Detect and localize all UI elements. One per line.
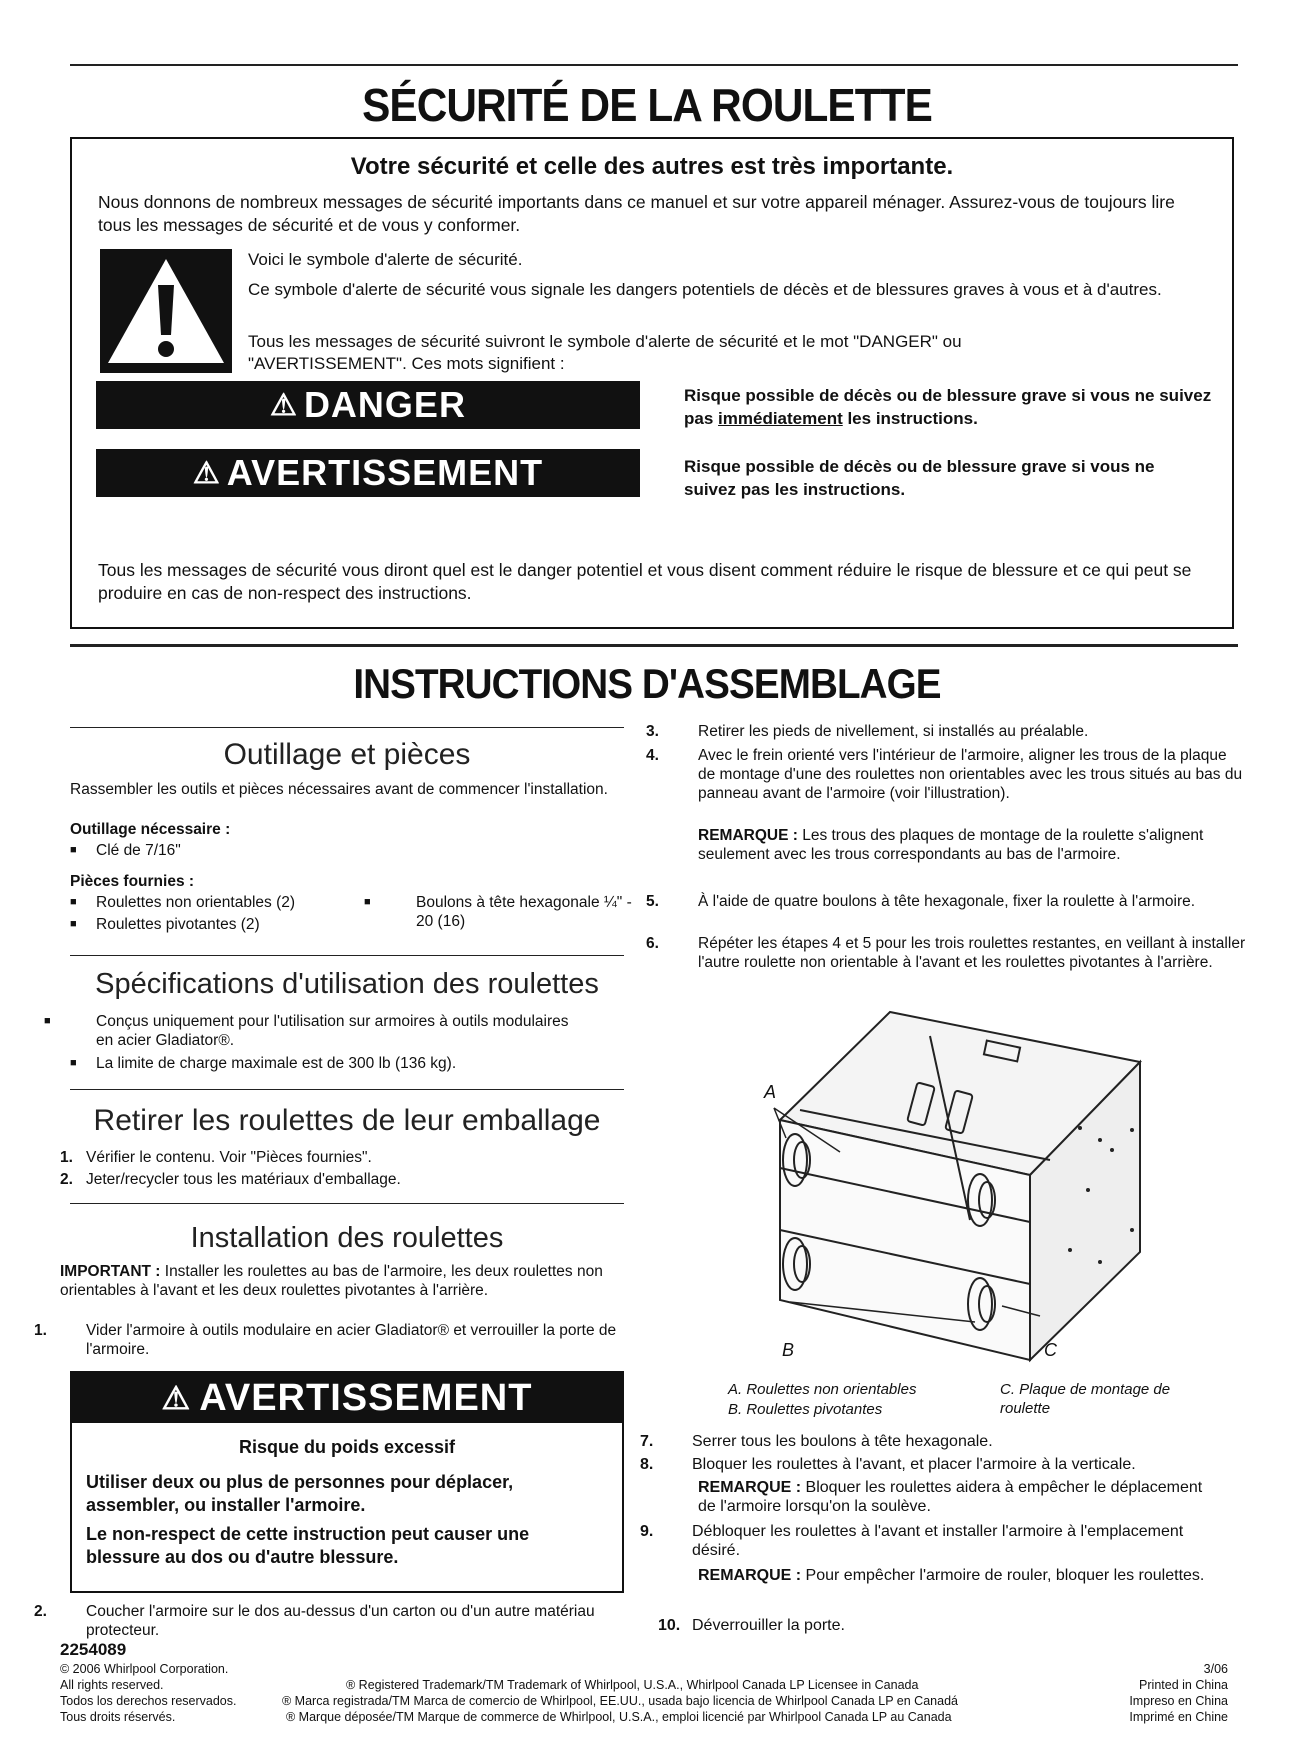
step-10: 10. Déverrouiller la porte.: [658, 1617, 845, 1634]
warning-alert-icon: ⚠: [192, 456, 221, 490]
spec-item-1: ■ Conçus uniquement pour l'utilisation sur armoires à outils modulaires en acier Gladiator®.: [70, 1012, 576, 1050]
symbol-line-3: Tous les messages de sécurité suivront le symbole d'alerte de sécurité et le mot "DANGER" ou "AVERTISSEMENT". Ces mots signifient :: [248, 332, 962, 373]
specs-rule: [70, 955, 624, 956]
install-important: IMPORTANT : Installer les roulettes au bas de l'armoire, les deux roulettes non orientables à l'avant et les deux roulettes pivotantes à l'arrière.: [60, 1263, 603, 1299]
install-step-1: 1. Vider l'armoire à outils modulaire en acier Gladiator® et verrouiller la porte de l'armoire.: [34, 1322, 617, 1358]
symbol-line-1: Voici le symbole d'alerte de sécurité.: [248, 250, 523, 269]
install-rule: [70, 1203, 624, 1204]
step-7: 7. Serrer tous les boulons à tête hexagonale.: [640, 1433, 993, 1450]
specs-heading: Spécifications d'utilisation des roulettes: [95, 968, 599, 1000]
footer-copyright: © 2006 Whirlpool Corporation.: [60, 1662, 229, 1676]
install-heading: Installation des roulettes: [190, 1222, 504, 1254]
top-rule: [70, 64, 1238, 66]
footer-printed-en: Printed in China: [1139, 1678, 1228, 1692]
warning-description: Risque possible de décès ou de blessure grave si vous ne suivez pas les instructions.: [684, 457, 1155, 499]
weight-warning-p2: Le non-respect de cette instruction peut causer une blessure au dos ou d'autre blessure.: [86, 1524, 530, 1567]
tools-intro: Rassembler les outils et pièces nécessaires avant de commencer l'installation.: [70, 781, 608, 798]
spec-item-2: ■ La limite de charge maximale est de 300 lb (136 kg).: [70, 1054, 456, 1073]
safety-box: [70, 137, 1234, 629]
footer-tm-en: ® Registered Trademark/TM Trademark of Whirlpool, U.S.A., Whirlpool Canada LP Licensee in Canada: [346, 1678, 919, 1692]
page-title: SÉCURITÉ DE LA ROULETTE: [362, 79, 932, 131]
footer-tm-fr: ® Marque déposée/TM Marque de commerce de Whirlpool, U.S.A., emploi licencié par Whirlpool Canada LP au Canada: [286, 1710, 952, 1724]
install-step-2: 2. Coucher l'armoire sur le dos au-dessus d'un carton ou d'un autre matériau protecteur.: [34, 1603, 595, 1639]
weight-warning-subtitle: Risque du poids excessif: [238, 1437, 456, 1457]
step-9: 9. Débloquer les roulettes à l'avant et installer l'armoire à l'emplacement désiré.: [640, 1523, 1184, 1559]
warning-label: AVERTISSEMENT: [226, 452, 544, 493]
weight-warning-p1: Utiliser deux ou plus de personnes pour déplacer, assembler, ou installer l'armoire.: [86, 1472, 514, 1515]
step-3: 3. Retirer les pieds de nivellement, si installés au préalable.: [646, 723, 1089, 740]
unpack-step-2: 2. Jeter/recycler tous les matériaux d'emballage.: [60, 1171, 401, 1188]
mid-rule: [70, 644, 1238, 647]
symbol-line-2: Ce symbole d'alerte de sécurité vous signale les dangers potentiels de décès et de blessures graves à vous et à d'autres.: [248, 280, 1162, 299]
tools-heading: Outillage et pièces: [223, 738, 471, 771]
cabinet-illustration: [740, 1000, 1180, 1370]
unpack-step-1: 1. Vérifier le contenu. Voir "Pièces fournies".: [60, 1149, 372, 1166]
part-number: 2254089: [60, 1640, 127, 1659]
weight-warning-bar: ⚠ AVERTISSEMENT: [72, 1373, 622, 1423]
step-9-note: REMARQUE : Pour empêcher l'armoire de rouler, bloquer les roulettes.: [698, 1567, 1205, 1584]
supplied-item-3: ■ Boulons à tête hexagonale ¼" - 20 (16): [390, 893, 646, 931]
footer-printed-fr: Imprimé en Chine: [1129, 1710, 1228, 1724]
safety-outro: Tous les messages de sécurité vous diront quel est le danger potentiel et vous disent comment réduire le risque de blessure et ce qui peut se produire en cas de non-respect des instructions.: [98, 560, 1192, 603]
warning-bar: [96, 449, 640, 497]
footer-date: 3/06: [1203, 1662, 1228, 1676]
tools-rule: [70, 727, 624, 728]
step-8: 8. Bloquer les roulettes à l'avant, et placer l'armoire à la verticale.: [640, 1456, 1136, 1473]
unpack-rule: [70, 1089, 624, 1090]
danger-bar: [96, 381, 640, 429]
footer-tm-es: ® Marca registrada/TM Marca de comercio de Whirlpool, EE.UU., usada bajo licencia de Whirlpool Canada LP en Canadá: [282, 1694, 958, 1708]
danger-description: Risque possible de décès ou de blessure grave si vous ne suivez pas immédiatement les instructions.: [684, 386, 1212, 428]
step-4-note: REMARQUE : Les trous des plaques de montage de la roulette s'alignent seulement avec les trous correspondants au bas de l'armoire.: [698, 827, 1204, 863]
danger-alert-icon: ⚠: [270, 388, 298, 422]
weight-warning-box: [70, 1371, 624, 1593]
safety-alert-icon: [100, 249, 232, 373]
step-8-note: REMARQUE : Bloquer les roulettes aidera à empêcher le déplacement de l'armoire lorsqu'on la soulève.: [698, 1479, 1203, 1515]
step-5: 5. À l'aide de quatre boulons à tête hexagonale, fixer la roulette à l'armoire.: [646, 893, 1196, 910]
assembly-title: INSTRUCTIONS D'ASSEMBLAGE: [353, 660, 941, 707]
danger-label: DANGER: [303, 384, 466, 425]
step-4: 4. Avec le frein orienté vers l'intérieur de l'armoire, aligner les trous de la plaque de montage d'une des roulettes non orientables avec les trous situés au bas du panneau avant de l'armoire (voir l'illustration).: [646, 747, 1243, 802]
footer-rights-en: All rights reserved.: [60, 1678, 164, 1692]
figure-label-b: B: [782, 1340, 795, 1360]
footer-rights-es: Todos los derechos reservados.: [60, 1694, 237, 1708]
figure-label-c: C: [1044, 1340, 1057, 1360]
supplied-item-2: ■ Roulettes pivotantes (2): [70, 915, 260, 934]
caption-a: A. Roulettes non orientables: [728, 1381, 917, 1398]
tools-required-label: Outillage nécessaire :: [70, 821, 231, 838]
step-6: 6. Répéter les étapes 4 et 5 pour les trois roulettes restantes, en veillant à installer l'autre roulette non orientable à l'avant et les roulettes pivotantes à l'arrière.: [646, 935, 1246, 971]
footer-rights-fr: Tous droits réservés.: [60, 1710, 176, 1724]
tools-required-item: ■ Clé de 7/16": [70, 841, 181, 860]
footer-printed-es: Impreso en China: [1129, 1694, 1228, 1708]
safety-intro: Nous donnons de nombreux messages de sécurité importants dans ce manuel et sur votre appareil ménager. Assurez-vous de toujours lire tous les messages de sécurité et de vous y conformer.: [98, 192, 1175, 235]
caption-c: C. Plaque de montage de roulette: [1000, 1381, 1171, 1417]
weight-warning-icon: ⚠: [161, 1380, 192, 1416]
tools-supplied-label: Pièces fournies :: [70, 873, 195, 890]
figure-label-a: A: [764, 1082, 777, 1102]
supplied-item-1: ■ Roulettes non orientables (2): [70, 893, 295, 912]
caption-b: B. Roulettes pivotantes: [728, 1401, 883, 1418]
safety-heading: Votre sécurité et celle des autres est très importante.: [350, 153, 954, 180]
unpack-heading: Retirer les roulettes de leur emballage: [93, 1104, 601, 1137]
